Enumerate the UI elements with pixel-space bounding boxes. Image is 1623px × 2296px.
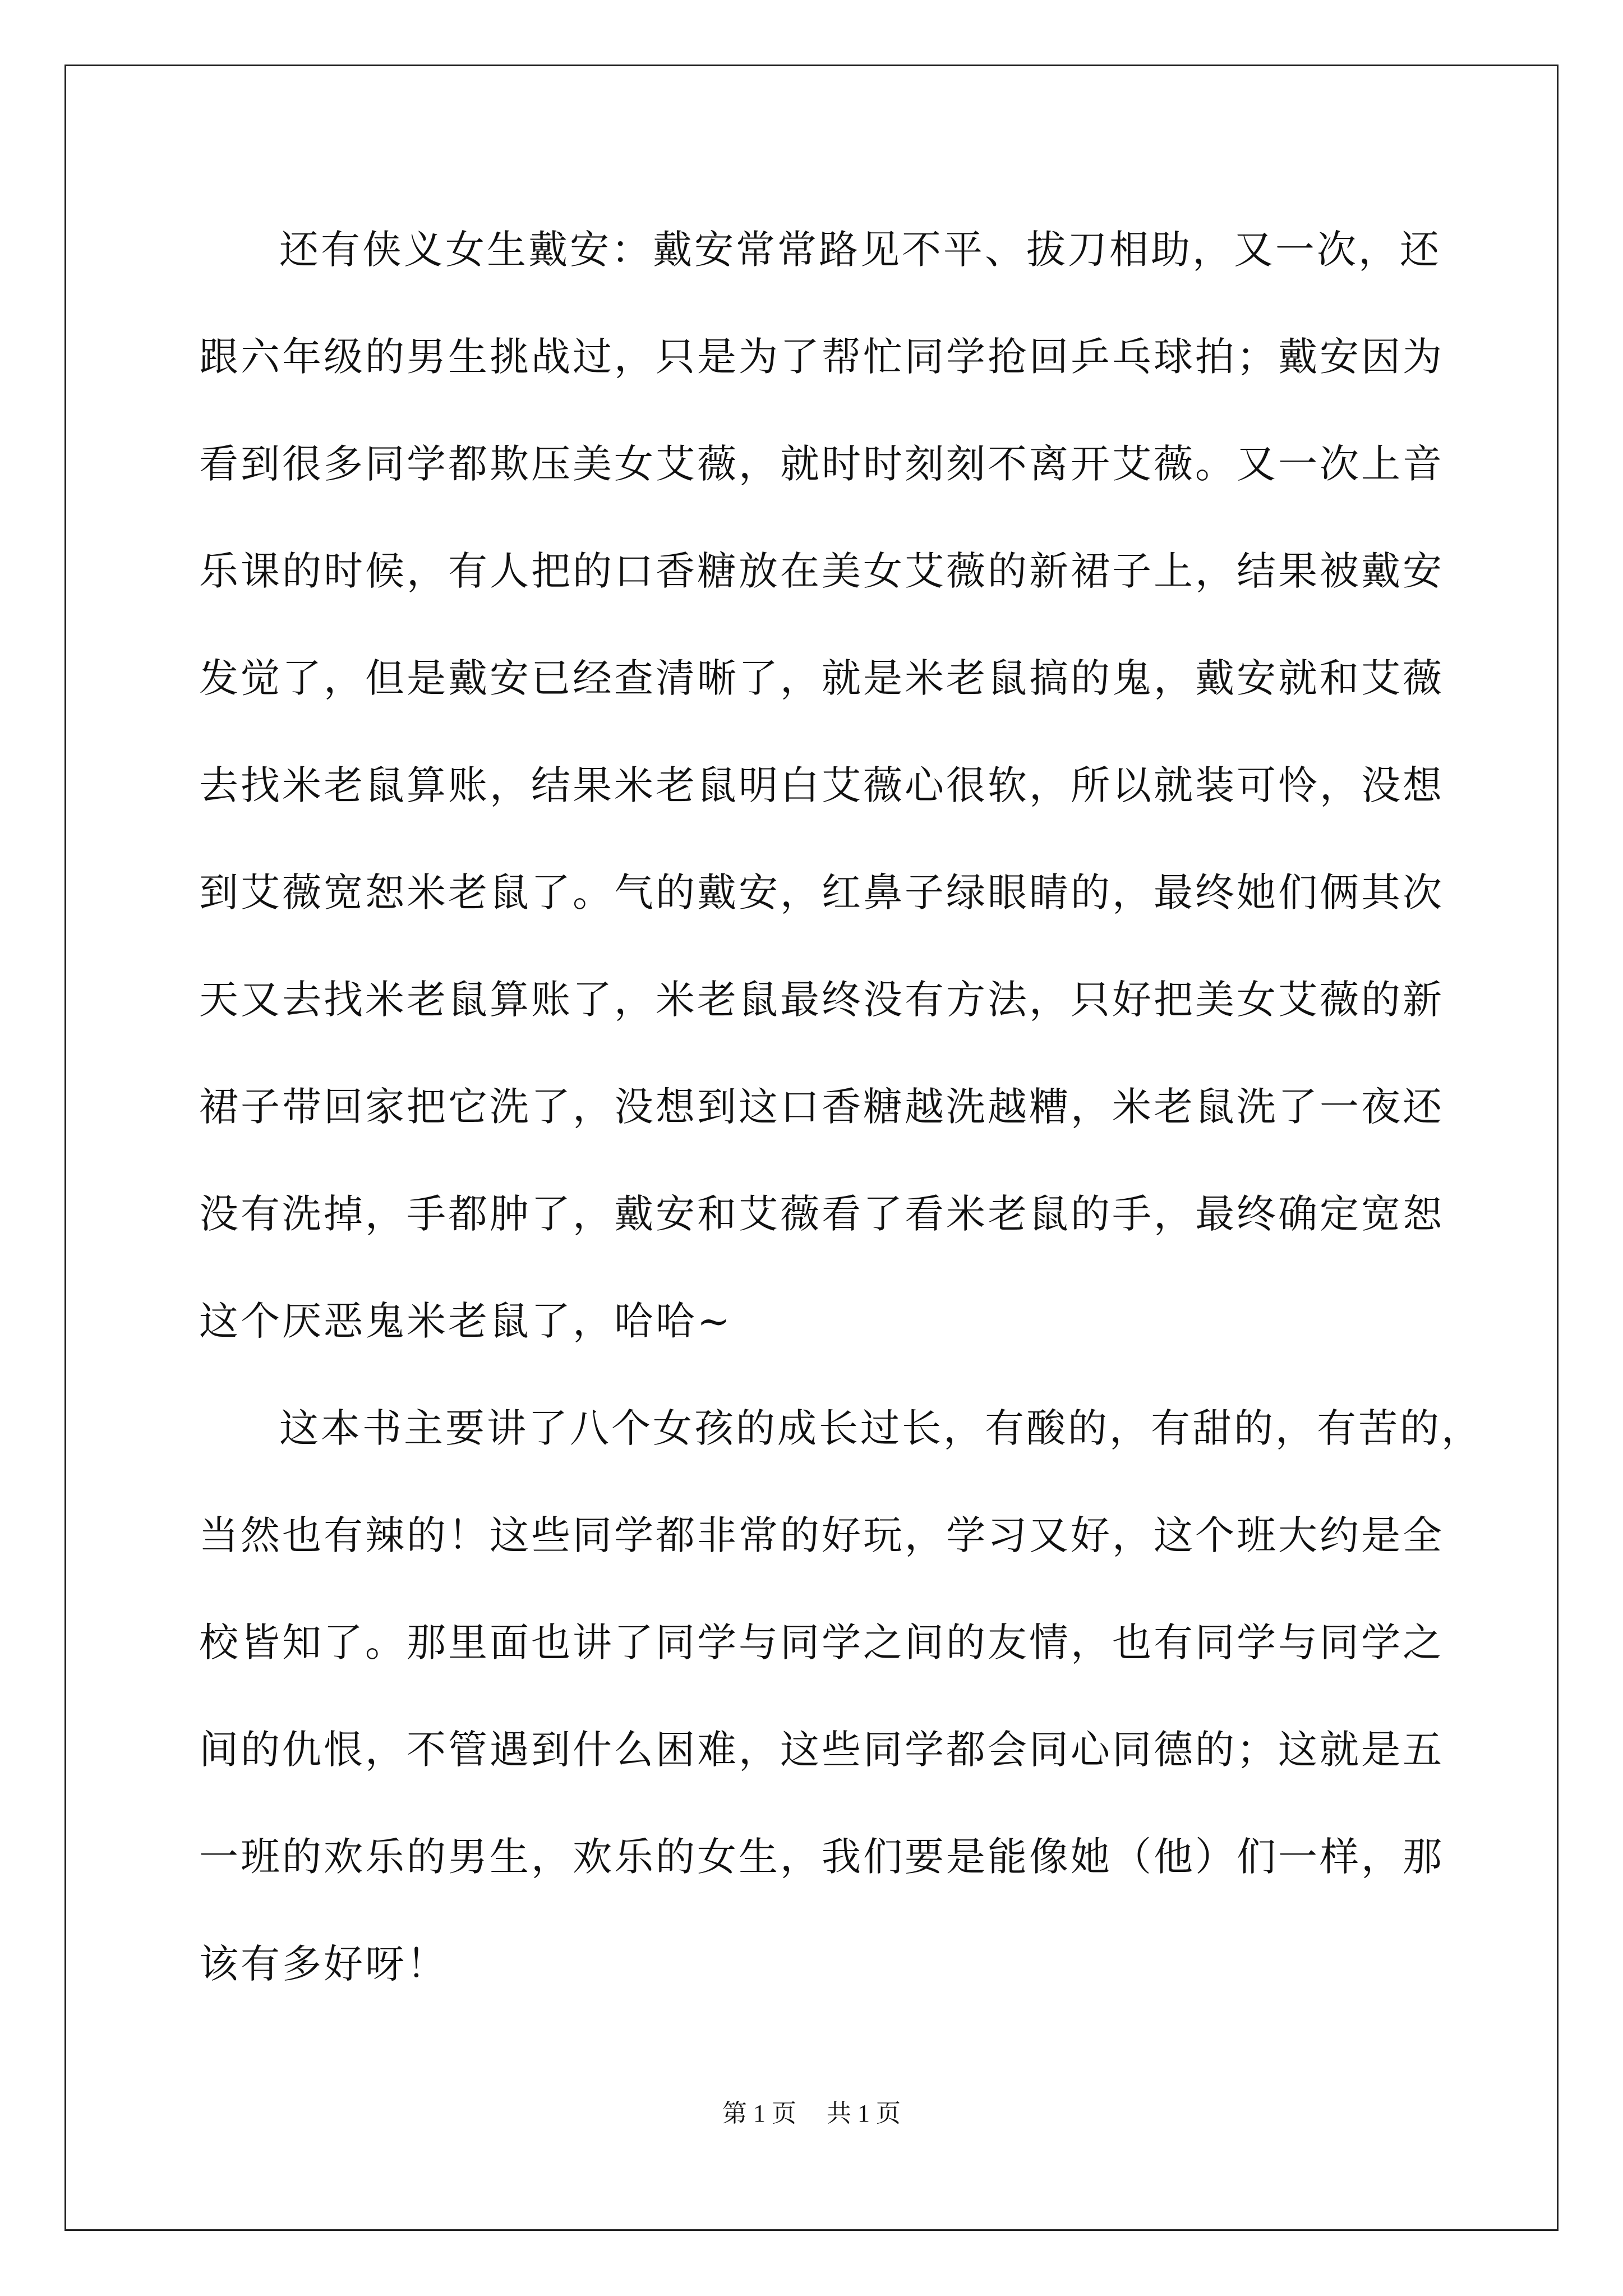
paragraph-1-line-5: 发觉了，但是戴安已经查清晰了，就是米老鼠搞的鬼，戴安就和艾薇 <box>199 655 1444 701</box>
paragraph-2-line-4: 间的仇恨，不管遇到什么困难，这些同学都会同心同德的；这就是五 <box>199 1727 1444 1773</box>
paragraph-1-line-6: 去找米老鼠算账，结果米老鼠明白艾薇心很软，所以就装可怜，没想 <box>199 762 1444 808</box>
paragraph-2-line-2: 当然也有辣的！这些同学都非常的好玩，学习又好，这个班大约是全 <box>199 1512 1444 1558</box>
paragraph-1-line-3: 看到很多同学都欺压美女艾薇，就时时刻刻不离开艾薇。又一次上音 <box>199 441 1444 487</box>
paragraph-1-line-2: 跟六年级的男生挑战过，只是为了帮忙同学抢回乒乓球拍；戴安因为 <box>199 334 1444 380</box>
paragraph-1-line-11: 这个厌恶鬼米老鼠了，哈哈~ <box>199 1298 732 1344</box>
paragraph-2-line-5: 一班的欢乐的男生，欢乐的女生，我们要是能像她（他）们一样，那 <box>199 1834 1444 1880</box>
paragraph-2-line-1: 这本书主要讲了八个女孩的成长过长，有酸的，有甜的，有苦的， <box>279 1405 1483 1451</box>
paragraph-1-line-9: 裙子带回家把它洗了，没想到这口香糖越洗越糟，米老鼠洗了一夜还 <box>199 1084 1444 1130</box>
page-number: 第 1 页 <box>722 2100 796 2127</box>
paragraph-2-line-6: 该有多好呀！ <box>199 1941 448 1987</box>
paragraph-2-line-3: 校皆知了。那里面也讲了同学与同学之间的友情，也有同学与同学之 <box>199 1619 1444 1665</box>
paragraph-1-line-10: 没有洗掉，手都肿了，戴安和艾薇看了看米老鼠的手，最终确定宽恕 <box>199 1191 1444 1237</box>
paragraph-1-line-1: 还有侠义女生戴安：戴安常常路见不平、拔刀相助，又一次，还 <box>279 227 1441 273</box>
document-body <box>199 219 1483 2040</box>
paragraph-1-line-7: 到艾薇宽恕米老鼠了。气的戴安，红鼻子绿眼睛的，最终她们俩其次 <box>199 869 1444 915</box>
paragraph-1-line-4: 乐课的时候，有人把的口香糖放在美女艾薇的新裙子上，结果被戴安 <box>199 548 1444 594</box>
paragraph-1-line-8: 天又去找米老鼠算账了，米老鼠最终没有方法，只好把美女艾薇的新 <box>199 977 1444 1023</box>
page-footer <box>0 2097 1623 2131</box>
page-total: 共 1 页 <box>827 2100 901 2127</box>
